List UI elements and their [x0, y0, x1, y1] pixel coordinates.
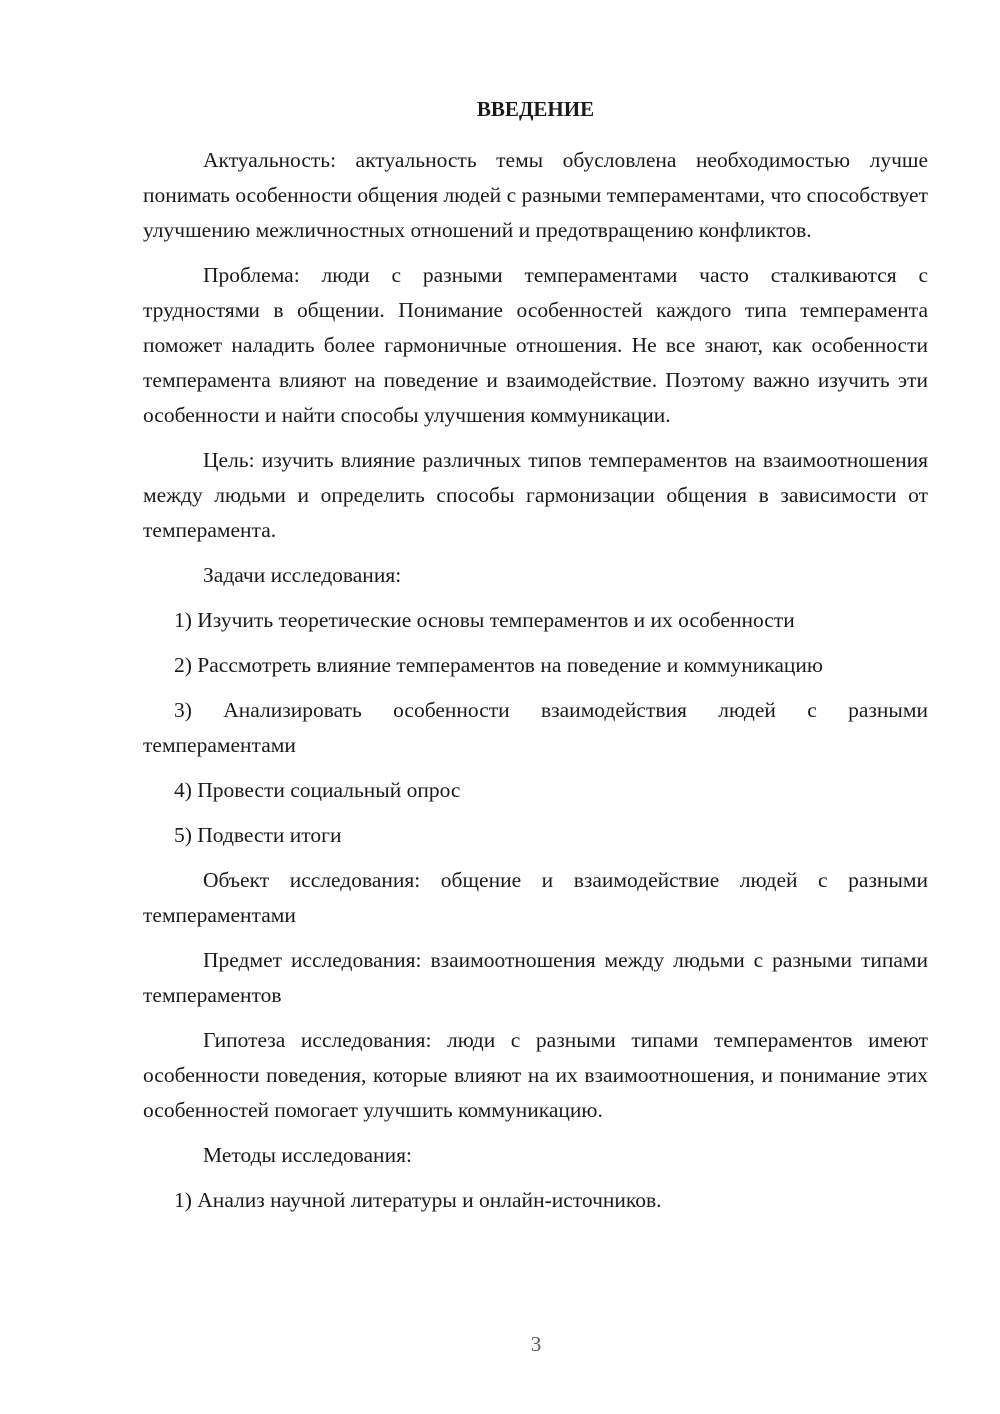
page-number: 3	[530, 1332, 542, 1356]
document-page	[143, 92, 928, 1228]
task-item-2: 2) Рассмотреть влияние темпераментов на поведение и коммуникацию	[174, 653, 823, 677]
object-paragraph: Объект исследования: общение и взаимодействие людей с разными темпераментами	[143, 868, 928, 927]
tasks-heading: Задачи исследования:	[203, 563, 402, 587]
relevance-paragraph: Актуальность: актуальность темы обусловлена необходимостью лучше понимать особенности общения людей с разными темпераментами, что способствует улучшению межличностных отношений и предотвращению конфликтов.	[143, 148, 928, 242]
subject-paragraph: Предмет исследования: взаимоотношения между людьми с разными типами темпераментов	[143, 948, 928, 1007]
task-item-4: 4) Провести социальный опрос	[174, 778, 461, 802]
problem-paragraph: Проблема: люди с разными темпераментами часто сталкиваются с трудностями в общении. Понимание особенностей каждого типа темперамента поможет наладить более гармоничные отношения. Не все знают, как особенности темперамента влияют на поведение и взаимодействие. Поэтому важно изучить эти особенности и найти способы улучшения коммуникации.	[143, 263, 928, 427]
task-item-1: 1) Изучить теоретические основы темпераментов и их особенности	[174, 608, 795, 632]
methods-heading: Методы исследования:	[203, 1143, 412, 1167]
goal-paragraph: Цель: изучить влияние различных типов темпераментов на взаимоотношения между людьми и определить способы гармонизации общения в зависимости от темперамента.	[143, 448, 928, 542]
task-item-5: 5) Подвести итоги	[174, 823, 342, 847]
task-item-3: 3) Анализировать особенности взаимодействия людей с разными темпераментами	[143, 698, 928, 757]
hypothesis-paragraph: Гипотеза исследования: люди с разными типами темпераментов имеют особенности поведения, которые влияют на их взаимоотношения, и понимание этих особенностей помогает улучшить коммуникацию.	[143, 1028, 928, 1122]
section-title: ВВЕДЕНИЕ	[476, 97, 595, 121]
method-item-1: 1) Анализ научной литературы и онлайн-источников.	[174, 1188, 662, 1212]
